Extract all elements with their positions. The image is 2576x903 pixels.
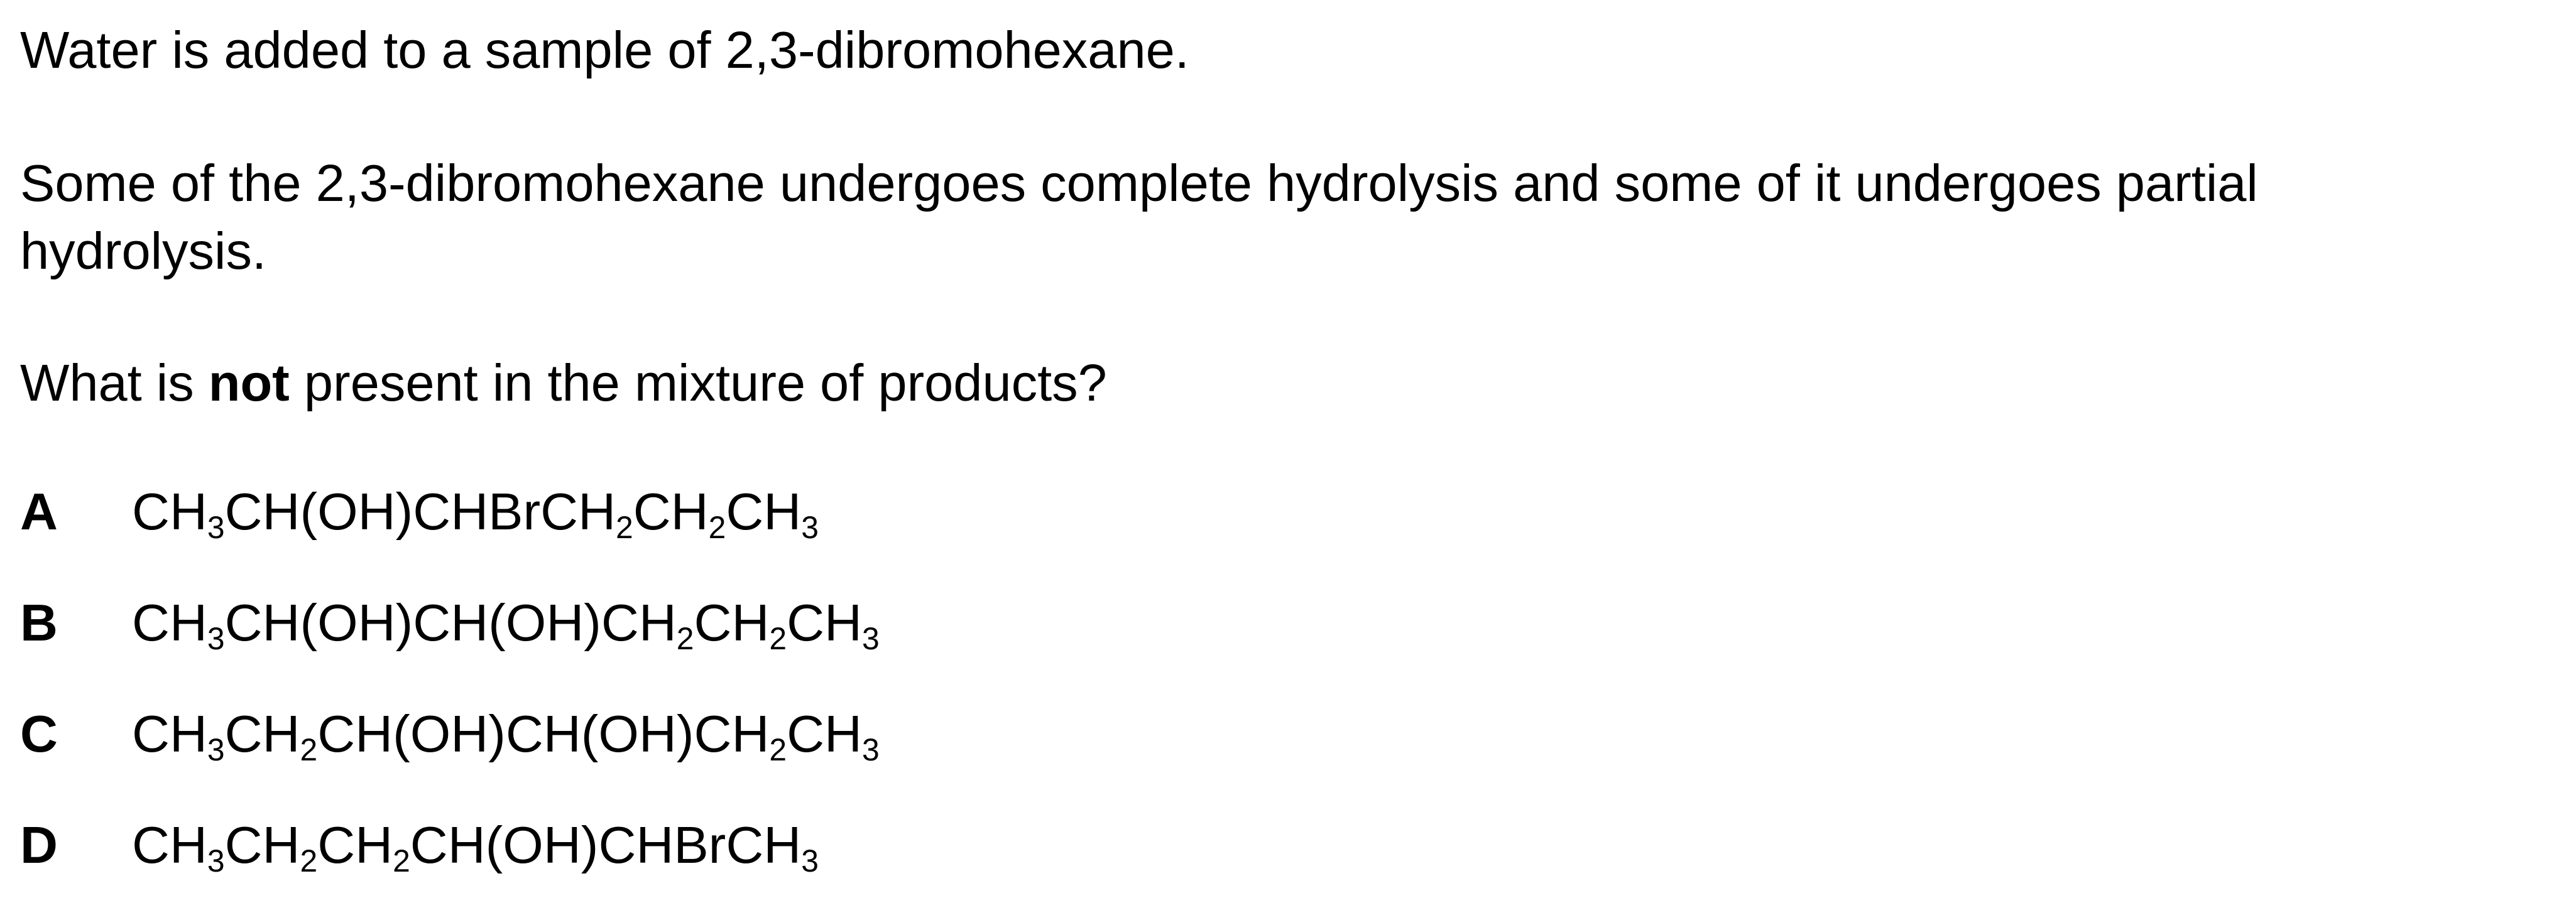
question-paragraph-line-2: hydrolysis. [20,222,267,280]
prompt-text-after: present in the mixture of products? [289,354,1107,412]
option-formula: $CH_3CH(OH)CHBrCH_2CH_2CH_3$ [132,482,819,545]
question-intro: Water is added to a sample of 2,3-dibromohexane. [20,21,1189,79]
option-formula: $CH_3CH(OH)CH(OH)CH_2CH_2CH_3$ [132,593,880,656]
option-letter: D [20,816,58,874]
option-letter: A [20,482,58,541]
option-formula: $CH_3CH_2CH_2CH(OH)CHBrCH_3$ [132,816,819,879]
option-letter: B [20,593,58,652]
question-prompt [20,354,1107,412]
option-formula: $CH_3CH_2CH(OH)CH(OH)CH_2CH_3$ [132,705,880,767]
option-letter: C [20,705,58,763]
prompt-emphasis-not: not [208,354,290,412]
prompt-text-before: What is [20,354,209,412]
question-paragraph-line-1: Some of the 2,3-dibromohexane undergoes complete hydrolysis and some of it undergoes partial [20,154,2258,212]
